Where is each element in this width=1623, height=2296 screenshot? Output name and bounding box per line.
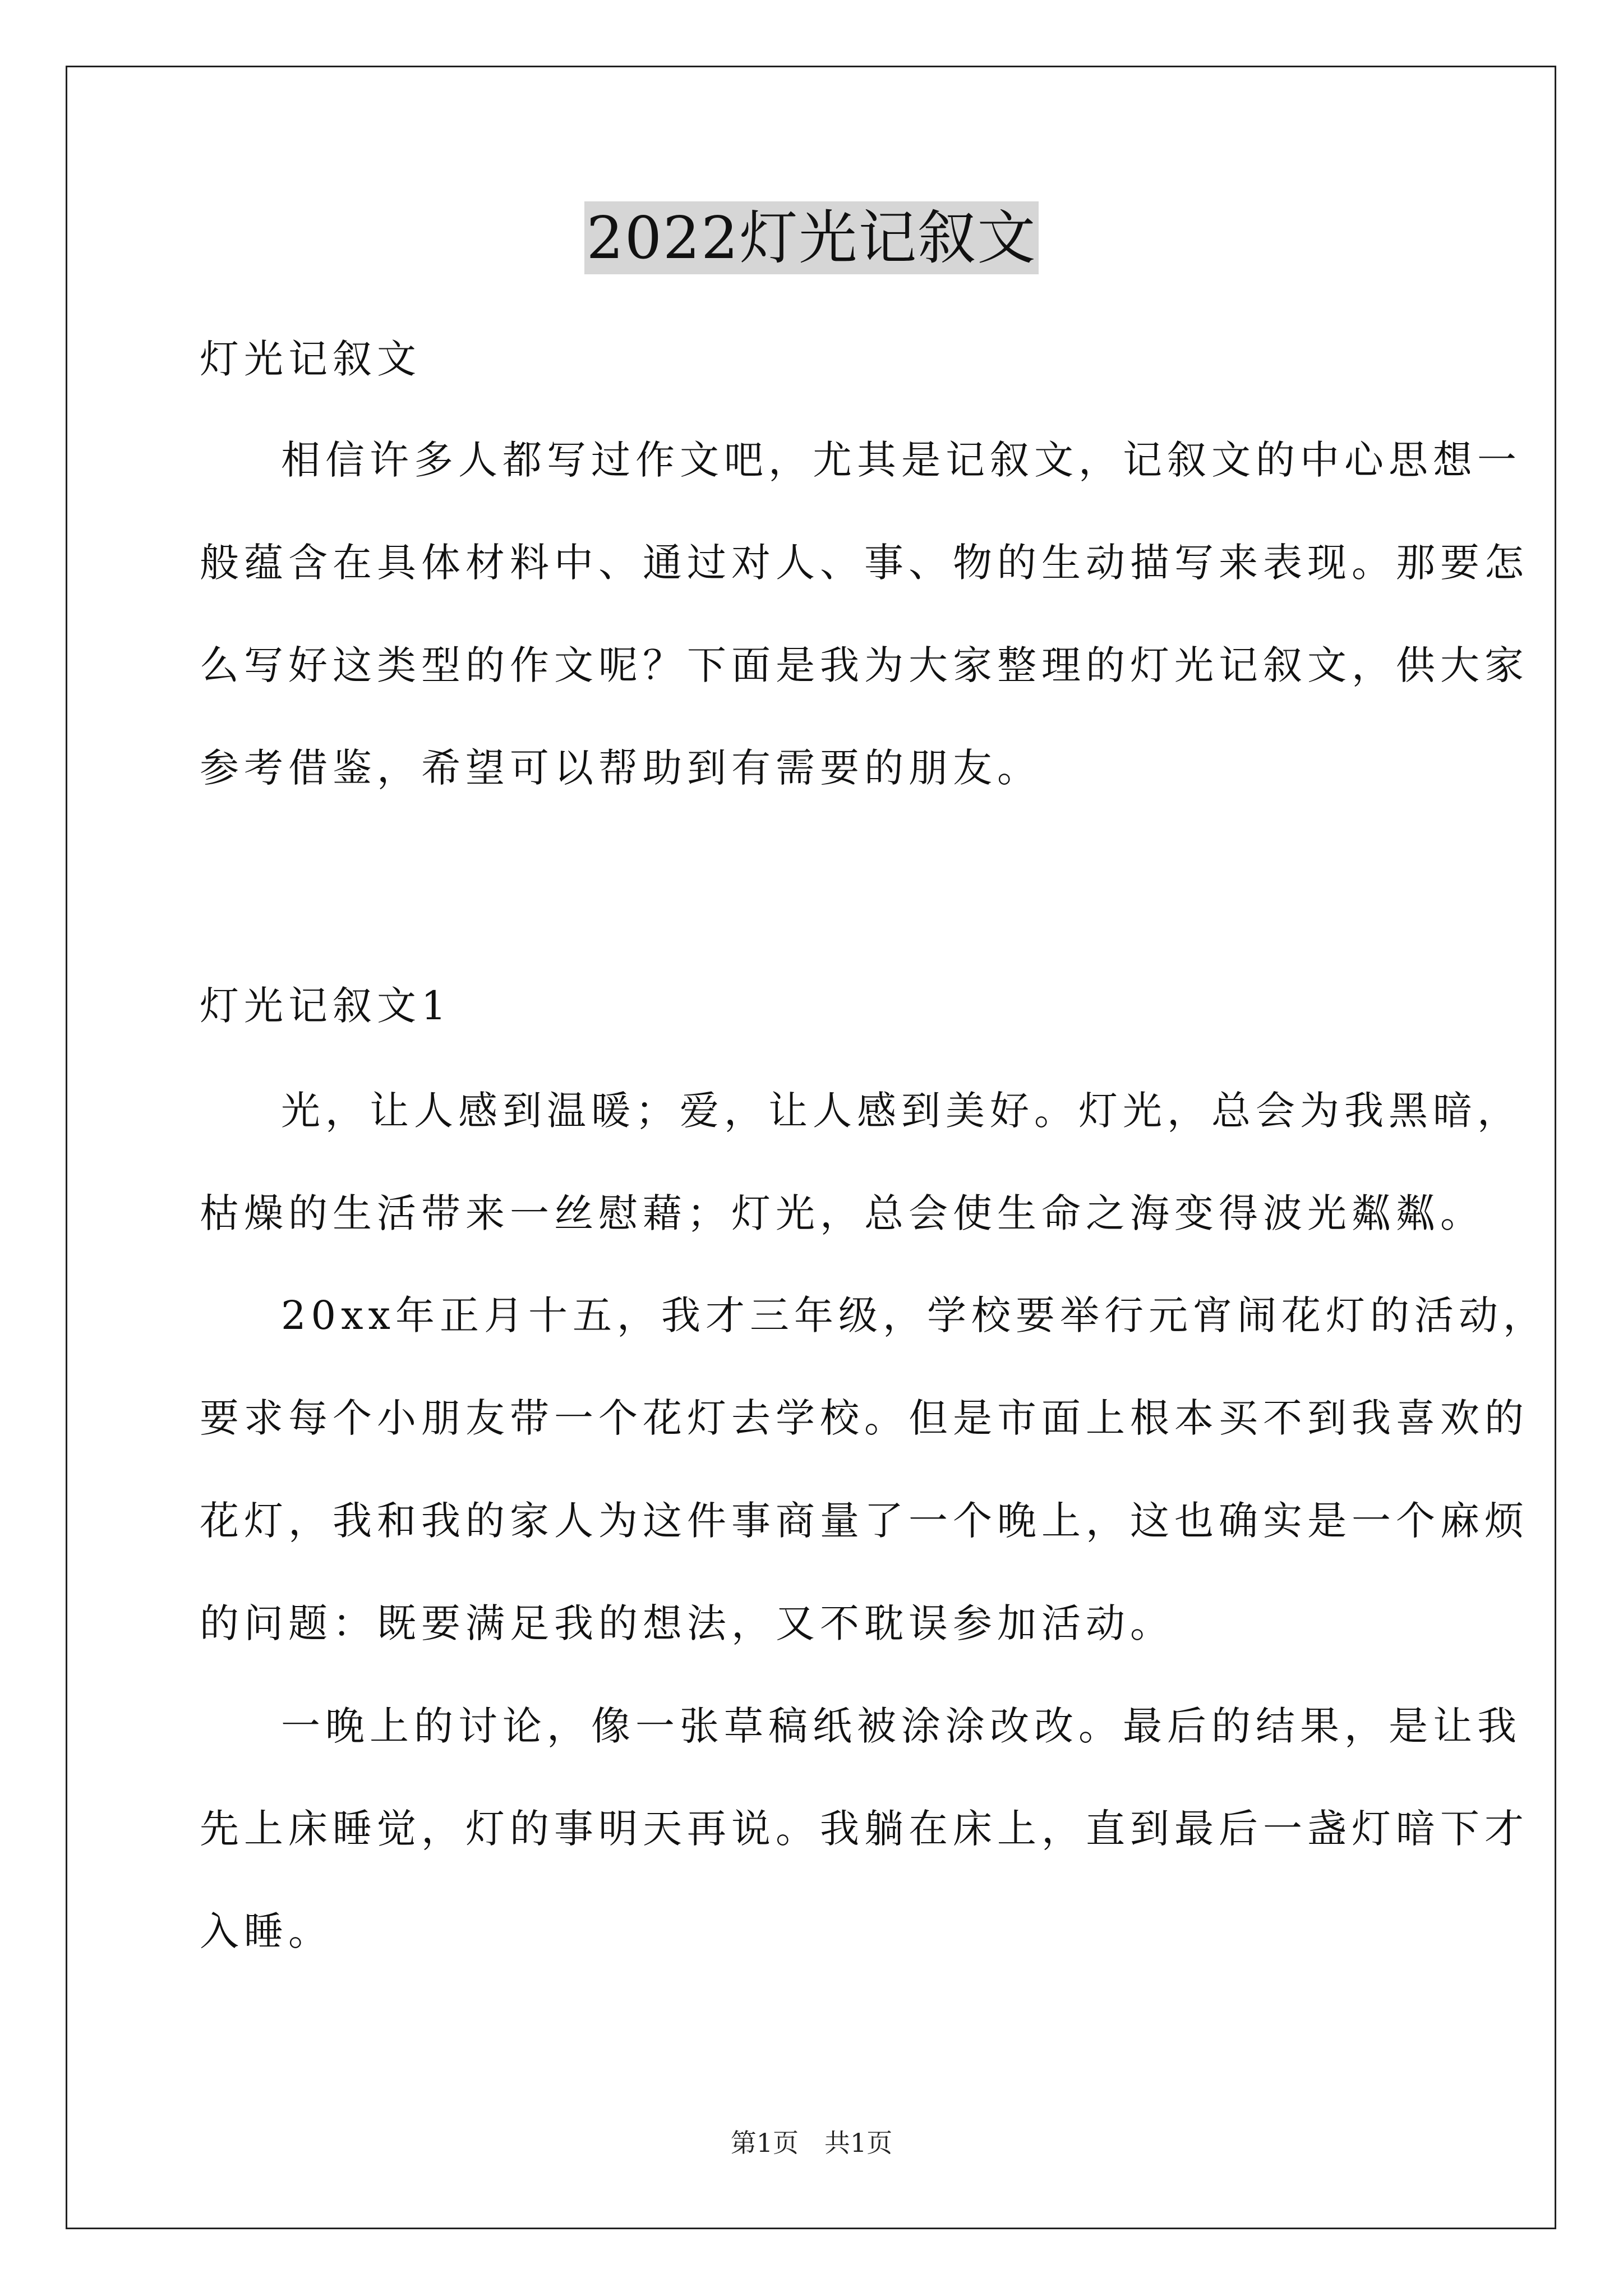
paragraph-line: 一晚上的讨论，像一张草稿纸被涂涂改改。最后的结果，是让我 [281, 1703, 1521, 1749]
title-container [0, 201, 1623, 274]
paragraph-line: 入睡。 [200, 1908, 333, 1954]
paragraph-line: 先上床睡觉，灯的事明天再说。我躺在床上，直到最后一盏灯暗下才 [200, 1806, 1529, 1852]
paragraph-line: 20xx年正月十五，我才三年级，学校要举行元宵闹花灯的活动， [281, 1292, 1548, 1338]
page-number-total: 共1页 [824, 2128, 893, 2158]
paragraph-line: 光，让人感到温暖；爱，让人感到美好。灯光，总会为我黑暗， [281, 1088, 1521, 1134]
paragraph-line: 枯燥的生活带来一丝慰藉；灯光，总会使生命之海变得波光粼粼。 [200, 1190, 1484, 1236]
paragraph-line: 的问题：既要满足我的想法，又不耽误参加活动。 [200, 1600, 1174, 1646]
intro-heading: 灯光记叙文 [200, 336, 421, 382]
page-footer [0, 2127, 1623, 2159]
section-heading: 灯光记叙文1 [200, 983, 451, 1029]
page-border [66, 66, 1556, 2229]
paragraph-line: 花灯，我和我的家人为这件事商量了一个晚上，这也确实是一个麻烦 [200, 1498, 1529, 1544]
page-number-current: 第1页 [730, 2128, 799, 2158]
paragraph-line: 要求每个小朋友带一个花灯去学校。但是市面上根本买不到我喜欢的 [200, 1395, 1529, 1441]
document-title: 2022灯光记叙文 [584, 201, 1039, 274]
intro-line: 参考借鉴，希望可以帮助到有需要的朋友。 [200, 745, 1041, 791]
intro-line: 么写好这类型的作文呢？下面是我为大家整理的灯光记叙文，供大家 [200, 642, 1529, 688]
intro-line: 相信许多人都写过作文吧，尤其是记叙文，记叙文的中心思想一 [281, 437, 1521, 483]
intro-line: 般蕴含在具体材料中、通过对人、事、物的生动描写来表现。那要怎 [200, 540, 1529, 586]
